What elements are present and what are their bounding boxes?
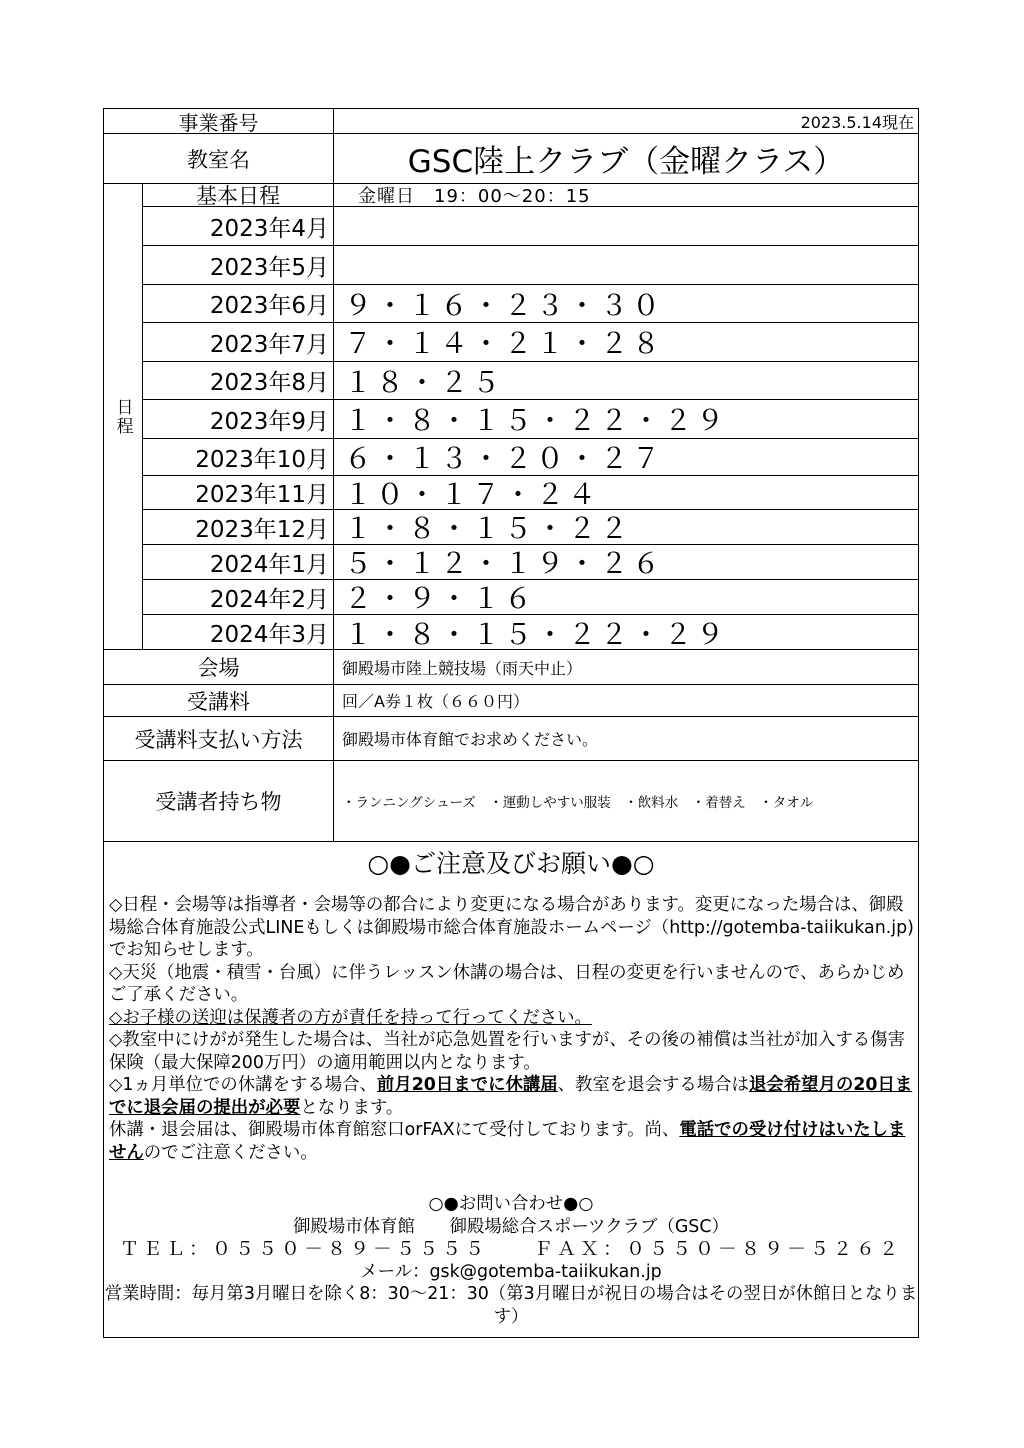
contact-email: メール：gsk@gotemba-taiikukan.jp	[360, 1261, 662, 1282]
month-label: 2024年2月	[143, 580, 334, 614]
note-weather: ◇天災（地震・積雪・台風）に伴うレッスン休講の場合は、日程の変更を行いませんので、あらかじめご了承ください。	[109, 962, 905, 1005]
month-row	[143, 510, 918, 545]
course-info-sheet	[103, 108, 919, 1338]
note-suspension-text: 、教室を退会する場合は	[557, 1075, 749, 1095]
contact-title: ○●お問い合わせ●○	[428, 1194, 594, 1214]
note-withdrawal-deadline: 退会希望月の20日までに退会届の提出が必要	[109, 1075, 913, 1118]
note-injury: ◇教室中にけがが発生した場合は、当社が応急処置を行いますが、その後の補償は当社が加入する傷害保険（最大保障200万円）の適用範囲以内となります。	[109, 1030, 905, 1073]
notes-body	[109, 894, 914, 1164]
class-name: GSC陸上クラブ（金曜クラス）	[407, 144, 845, 180]
note-suspension-text: となります。	[300, 1097, 404, 1118]
month-row	[143, 400, 918, 439]
month-label: 2024年1月	[143, 545, 334, 579]
month-label: 2023年10月	[143, 439, 334, 475]
month-row	[143, 207, 918, 246]
month-row	[143, 285, 918, 323]
note-reception	[109, 1119, 914, 1164]
month-row	[143, 362, 918, 400]
payment-value: 御殿場市体育館でお求めください。	[342, 730, 599, 749]
month-label: 2023年6月	[143, 285, 334, 322]
row-class-name	[104, 134, 918, 184]
notes-title: ○●ご注意及びお願い●○	[367, 849, 655, 878]
basic-schedule-value: 金曜日 19：00～20：15	[358, 186, 591, 207]
row-payment	[104, 717, 918, 761]
note-pickup-text: ◇お子様の送迎は保護者の方が責任を持って行ってください。	[109, 1007, 592, 1028]
row-venue	[104, 650, 918, 685]
items-label: 受講者持ち物	[104, 761, 334, 841]
month-row	[143, 545, 918, 580]
month-dates: １・８・１５・２２・２９	[344, 404, 729, 437]
month-dates: １・８・１５・２２・２９	[344, 617, 729, 651]
month-label: 2023年4月	[143, 207, 334, 245]
venue-value: 御殿場市陸上競技場（雨天中止）	[342, 658, 583, 678]
jigyo-number-label: 事業番号	[104, 109, 334, 133]
month-row	[143, 580, 918, 615]
month-label: 2023年11月	[143, 476, 334, 509]
month-dates: ７・１４・２１・２８	[344, 327, 665, 360]
month-row	[143, 615, 918, 650]
note-change-notice: ◇日程・会場等は指導者・会場等の都合により変更になる場合があります。変更になった場合は、御殿場総合体育施設公式LINEもしくは御殿場市総合体育施設ホームページ（http://gotemba-taiikukan.jp)でお知らせします。	[109, 895, 914, 960]
note-reception-text: のでご注意ください。	[143, 1142, 318, 1163]
row-fee	[104, 685, 918, 717]
venue-label: 会場	[104, 650, 334, 684]
note-pickup	[109, 1007, 914, 1030]
note-reception-text: 休講・退会届は、御殿場市体育館窓口orFAXにて受付しております。尚、	[109, 1120, 680, 1140]
row-jigyo-number	[104, 109, 918, 134]
month-row	[143, 476, 918, 510]
month-dates: ５・１２・１９・２６	[344, 547, 665, 580]
row-items	[104, 761, 918, 842]
month-row	[143, 246, 918, 285]
month-dates: ６・１３・２０・２７	[344, 442, 665, 475]
note-suspension-text: ◇1ヵ月単位での休講をする場合、	[109, 1075, 377, 1095]
month-label: 2023年8月	[143, 362, 334, 399]
fee-value: 回／A券１枚（６６０円）	[342, 692, 529, 711]
date-note: 2023.5.14現在	[800, 112, 914, 132]
month-dates: １・８・１５・２２	[344, 512, 633, 545]
payment-label: 受講料支払い方法	[104, 717, 334, 760]
month-row	[143, 323, 918, 362]
month-dates: ２・９・１６	[344, 582, 537, 615]
fee-label: 受講料	[104, 685, 334, 716]
month-label: 2023年12月	[143, 510, 334, 544]
note-suspension	[109, 1074, 914, 1119]
schedule-side-label	[104, 184, 143, 649]
month-row	[143, 439, 918, 476]
contact-section	[104, 1193, 918, 1328]
class-name-label: 教室名	[104, 134, 334, 183]
month-label: 2024年3月	[143, 615, 334, 650]
note-suspension-deadline: 前月20日までに休講届	[376, 1075, 558, 1095]
contact-orgs: 御殿場市体育館 御殿場総合スポーツクラブ（GSC）	[293, 1216, 729, 1237]
month-label: 2023年9月	[143, 400, 334, 438]
month-label: 2023年5月	[143, 246, 334, 284]
contact-phone-fax: ＴＥＬ：０５５０－８９－５５５５ ＦＡＸ：０５５０－８９－５２６２	[119, 1238, 902, 1260]
month-dates: １０・１７・２４	[344, 477, 601, 511]
items-value: ・ランニングシューズ ・運動しやすい服装 ・飲料水 ・着替え ・タオル	[342, 795, 814, 811]
schedule-block	[104, 184, 918, 650]
month-dates: ９・１６・２３・３０	[344, 288, 665, 322]
note-no-phone: 電話での受け付けはいたしません	[109, 1120, 906, 1163]
month-dates: １８・２５	[344, 365, 505, 399]
month-dates	[334, 246, 918, 284]
schedule-side-text: 日程	[112, 397, 133, 436]
contact-hours: 営業時間：毎月第3月曜日を除く8：30～21：30（第3月曜日が祝日の場合はその翌日が休館日となります）	[104, 1284, 918, 1327]
month-dates	[334, 207, 918, 245]
notes-section	[104, 842, 918, 1182]
basic-schedule-row	[143, 184, 918, 207]
month-label: 2023年7月	[143, 323, 334, 361]
basic-schedule-label: 基本日程	[143, 184, 334, 206]
